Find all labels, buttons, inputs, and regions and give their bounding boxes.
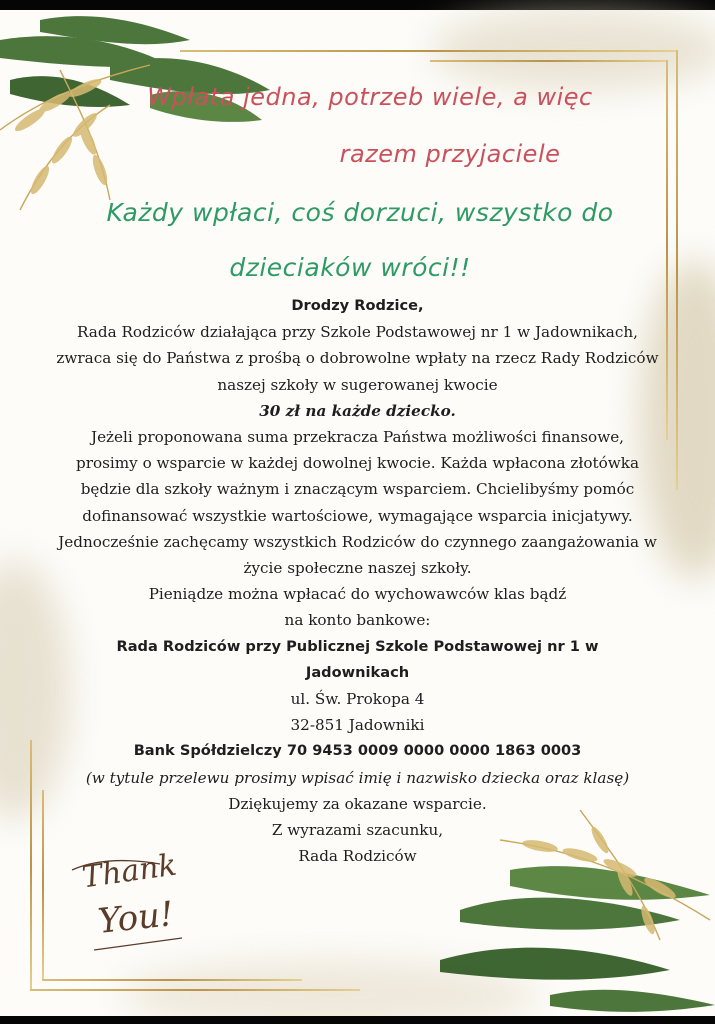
frame-right-line [676,50,678,490]
thanks-line: Dziękujemy za okazane wsparcie. [228,794,487,813]
regards-line: Z wyrazami szacunku, [271,821,444,840]
recipient-name: Rada Rodziców przy Publicznej Szkole Podstawowej nr 1 w Jadownikach [116,637,599,681]
heading-line-2: razem przyjaciele [339,140,561,168]
transfer-note: (w tytule przelewu prosimy wpisać imię i nazwisko dziecka oraz klasę) [85,768,630,787]
flourish-icon [64,847,184,960]
signature: Rada Rodziców [298,847,417,866]
paragraph-support: Jeżeli proponowana suma przekracza Państwa możliwości finansowe, prosimy o wsparcie w każdej dowolnej kwocie. Każda wpłacona złotówka będzie dla szkoły ważnym i znaczącym wsparciem. Chcielibyśmy pomóc dofinansować wszystkie wartościowe, wymagające wsparcia inicjatywy. Jednocześnie zachęcamy wszystkich Rodziców do czynnego zaangażowania w życie społeczne naszej szkoły. [58,428,657,578]
leaves-top-left-icon [0,10,300,220]
paragraph-payment-line-2: na konto bankowe: [284,611,431,630]
heading-line-4: dzieciaków wróci!! [229,253,471,282]
paragraph-payment-line-1: Pieniądze można wpłacać do wychowawców klas bądź [148,585,567,604]
letter-body [40,293,675,869]
heading-line-3: Każdy wpłaci, coś dorzuci, wszystko do [106,198,614,227]
address-city: 32-851 Jadowniki [290,716,425,735]
bank-account: Bank Spółdzielczy 70 9453 0009 0000 0000 1863 0003 [133,742,582,760]
thank-word: Thank [80,847,179,896]
frame-bottom-line [30,989,360,991]
heading-line-1: Wpłata jedna, potrzeb wiele, a więc [147,83,593,111]
frame-top-line-inner [430,60,666,62]
suggested-amount: 30 zł na każde dziecko. [259,401,456,420]
address-street: ul. Św. Prokopa 4 [290,690,425,709]
you-word: You! [96,894,176,942]
paragraph-request: Rada Rodziców działająca przy Szkole Podstawowej nr 1 w Jadownikach, zwraca się do Państwa z prośbą o dobrowolne wpłaty na rzecz Rady Rodziców naszej szkoły w sugerowanej kwocie [56,323,659,394]
thank-you-signature [64,847,184,960]
top-black-bar [0,0,715,10]
frame-left-line [30,740,32,990]
frame-bottom-line-inner [42,979,302,981]
greeting: Drodzy Rodzice, [291,297,424,314]
bottom-black-bar [0,1016,715,1024]
